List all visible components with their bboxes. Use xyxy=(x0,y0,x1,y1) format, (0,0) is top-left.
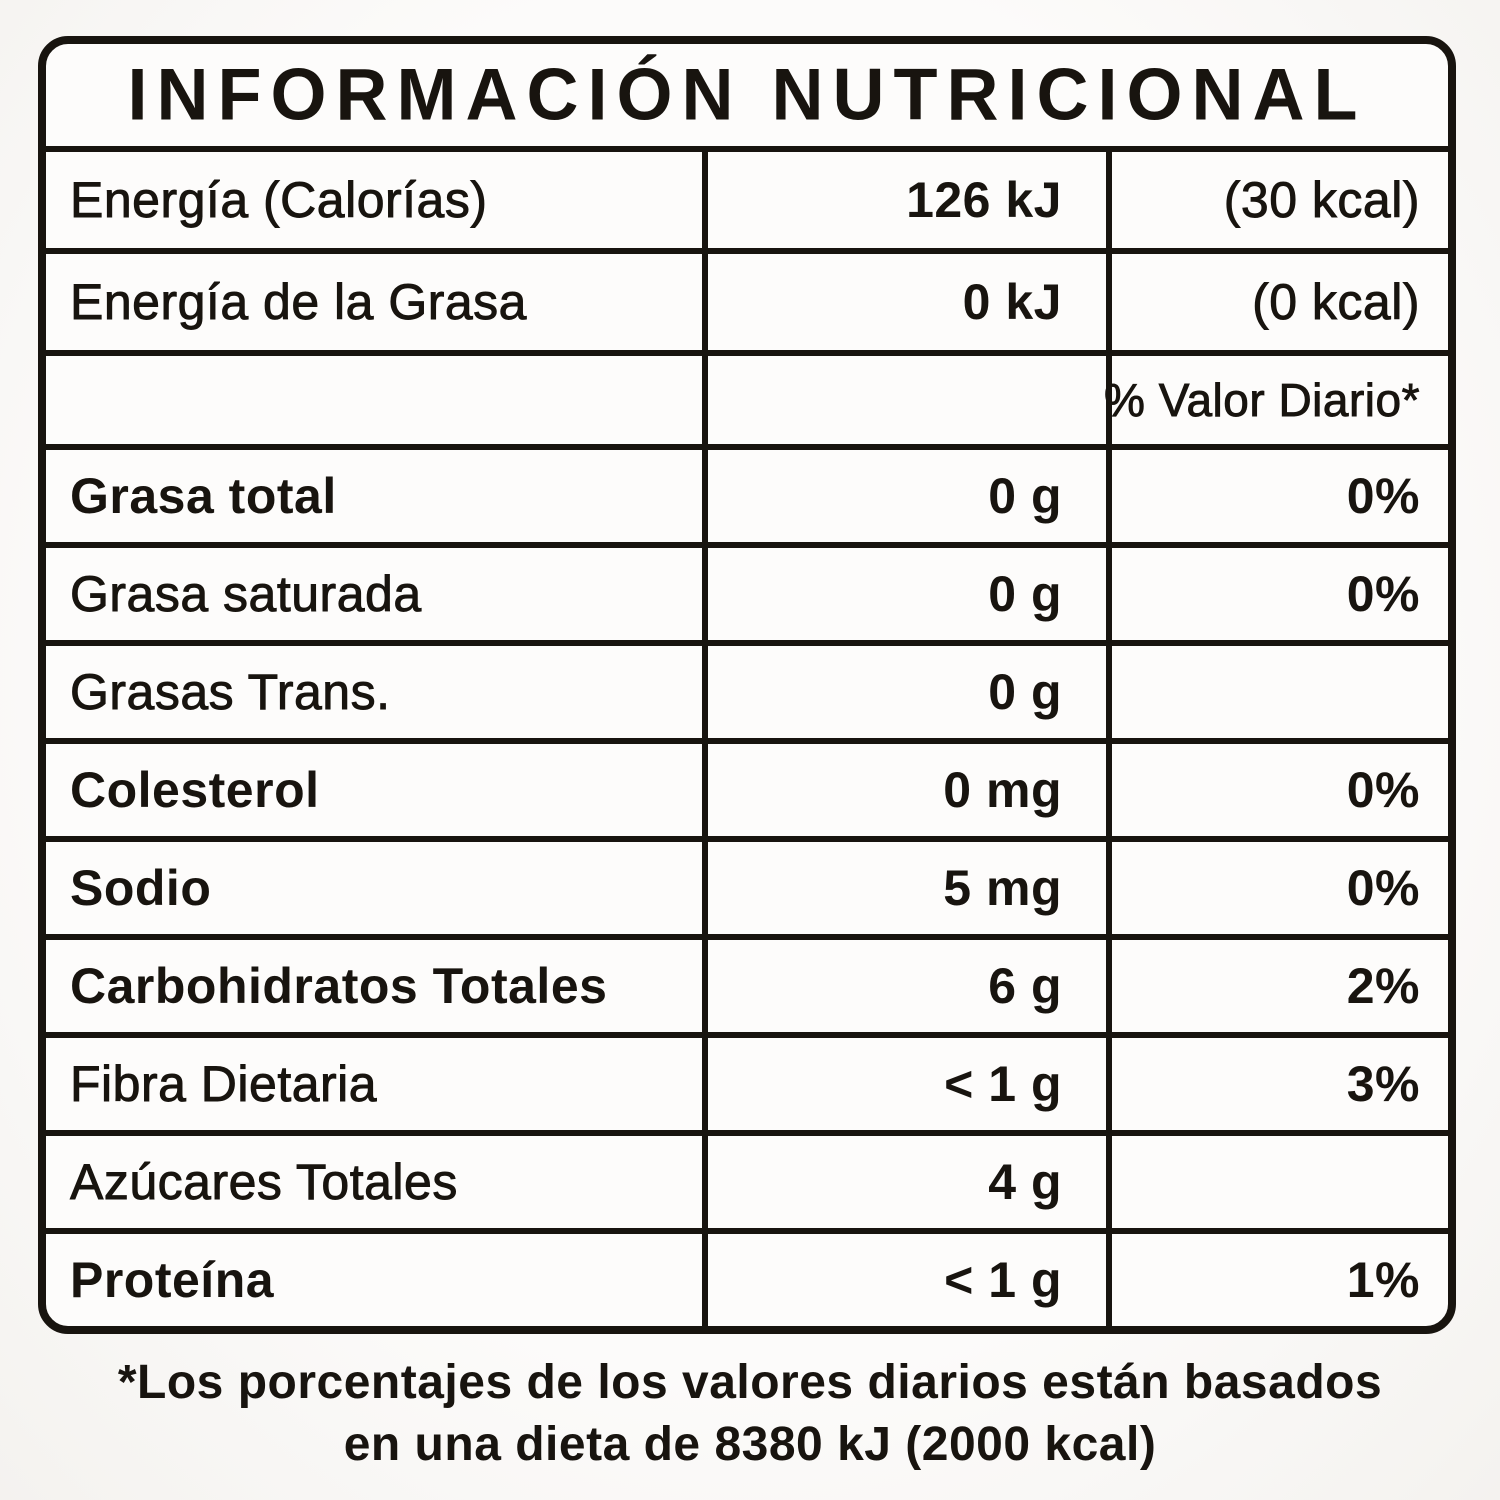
nutrient-dv: 3% xyxy=(1346,1056,1420,1112)
nutrient-name: Grasas Trans. xyxy=(70,664,391,720)
nutrient-amount-cell xyxy=(702,940,1106,1032)
nutrient-amount: 5 mg xyxy=(943,860,1062,916)
nutrient-dv-cell xyxy=(1106,450,1448,542)
row-grasa-total xyxy=(46,444,1448,542)
nutrient-name: Proteína xyxy=(70,1252,275,1308)
table-title-row xyxy=(46,44,1448,146)
amount-kcal: (30 kcal) xyxy=(1223,172,1420,228)
row-energia-calorias xyxy=(46,146,1448,248)
row-grasa-saturada xyxy=(46,542,1448,640)
nutrient-name-cell xyxy=(46,744,702,836)
nutrient-amount: 0 g xyxy=(988,664,1062,720)
nutrient-name: Fibra Dietaria xyxy=(70,1056,378,1112)
nutrition-facts-table xyxy=(38,36,1456,1334)
nutrient-amount-cell xyxy=(702,1038,1106,1130)
nutrient-name-cell xyxy=(46,450,702,542)
nutrient-dv: 0% xyxy=(1346,468,1420,524)
nutrient-name-cell xyxy=(46,254,702,350)
empty-cell xyxy=(702,356,1106,444)
nutrient-amount: < 1 g xyxy=(944,1056,1062,1112)
footnote-line-1: *Los porcentajes de los valores diarios están basados xyxy=(117,1356,1383,1409)
nutrient-name-cell xyxy=(46,1038,702,1130)
nutrient-amount-cell xyxy=(702,450,1106,542)
row-azucares-totales xyxy=(46,1130,1448,1228)
nutrient-dv-cell xyxy=(1106,842,1448,934)
nutrient-dv: 0% xyxy=(1346,762,1420,818)
nutrient-amount-cell xyxy=(702,1136,1106,1228)
nutrient-amount: < 1 g xyxy=(944,1252,1062,1308)
row-fibra-dietaria xyxy=(46,1032,1448,1130)
nutrient-name-cell xyxy=(46,548,702,640)
nutrient-dv-cell xyxy=(1106,744,1448,836)
nutrient-dv-cell xyxy=(1106,1136,1448,1228)
amount-kj: 126 kJ xyxy=(906,172,1062,228)
nutrient-name: Colesterol xyxy=(70,762,320,818)
amount-kcal: (0 kcal) xyxy=(1252,274,1420,330)
nutrient-amount: 0 mg xyxy=(943,762,1062,818)
amount-kj-cell xyxy=(702,152,1106,248)
nutrient-name: Sodio xyxy=(70,860,212,916)
nutrient-name: Energía (Calorías) xyxy=(70,172,488,228)
nutrient-name-cell xyxy=(46,152,702,248)
nutrient-amount: 4 g xyxy=(988,1154,1062,1210)
row-carbohidratos-totales xyxy=(46,934,1448,1032)
nutrient-amount: 0 g xyxy=(988,468,1062,524)
nutrient-dv: 0% xyxy=(1346,860,1420,916)
amount-kj: 0 kJ xyxy=(962,274,1062,330)
row-daily-value-header xyxy=(46,350,1448,444)
nutrient-amount: 0 g xyxy=(988,566,1062,622)
nutrient-name-cell xyxy=(46,1136,702,1228)
amount-kcal-cell xyxy=(1106,254,1448,350)
nutrient-name: Grasa saturada xyxy=(70,566,422,622)
nutrient-name: Azúcares Totales xyxy=(70,1154,458,1210)
nutrient-amount-cell xyxy=(702,1234,1106,1326)
row-colesterol xyxy=(46,738,1448,836)
dv-header: % Valor Diario* xyxy=(1104,374,1420,426)
nutrient-dv: 1% xyxy=(1346,1252,1420,1308)
nutrient-dv-cell xyxy=(1106,1038,1448,1130)
nutrient-amount-cell xyxy=(702,744,1106,836)
nutrient-amount-cell xyxy=(702,842,1106,934)
nutrient-dv: 2% xyxy=(1346,958,1420,1014)
table-title: INFORMACIÓN NUTRICIONAL xyxy=(127,54,1367,136)
nutrient-dv-cell xyxy=(1106,1234,1448,1326)
row-energia-grasa xyxy=(46,248,1448,350)
amount-kcal-cell xyxy=(1106,152,1448,248)
daily-value-footnote xyxy=(0,1352,1500,1476)
nutrient-dv-cell xyxy=(1106,548,1448,640)
nutrient-name: Grasa total xyxy=(70,468,337,524)
empty-cell xyxy=(46,356,702,444)
nutrient-name-cell xyxy=(46,646,702,738)
nutrient-name-cell xyxy=(46,1234,702,1326)
nutrient-dv: 0% xyxy=(1346,566,1420,622)
footnote-line-2: en una dieta de 8380 kJ (2000 kcal) xyxy=(343,1418,1157,1471)
nutrient-name: Carbohidratos Totales xyxy=(70,958,608,1014)
nutrient-dv-cell xyxy=(1106,646,1448,738)
nutrient-name-cell xyxy=(46,940,702,1032)
nutrient-amount-cell xyxy=(702,548,1106,640)
dv-header-cell xyxy=(1106,356,1448,444)
row-proteina xyxy=(46,1228,1448,1326)
row-sodio xyxy=(46,836,1448,934)
nutrient-amount-cell xyxy=(702,646,1106,738)
nutrient-name: Energía de la Grasa xyxy=(70,274,527,330)
row-grasas-trans xyxy=(46,640,1448,738)
nutrient-amount: 6 g xyxy=(988,958,1062,1014)
nutrient-dv-cell xyxy=(1106,940,1448,1032)
amount-kj-cell xyxy=(702,254,1106,350)
nutrient-name-cell xyxy=(46,842,702,934)
